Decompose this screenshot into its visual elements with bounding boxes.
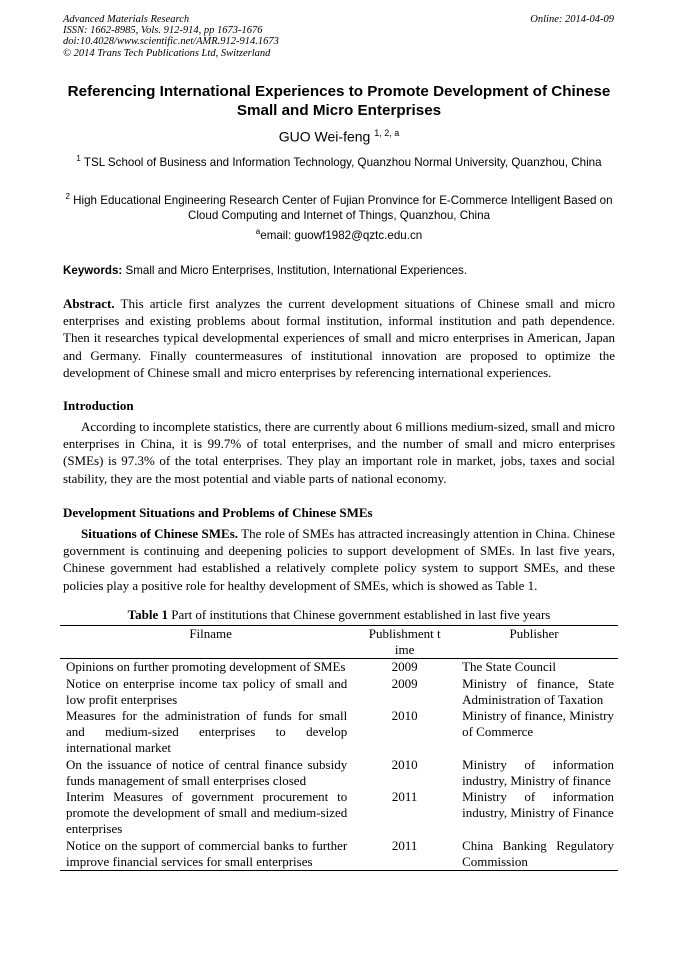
filename-cell: On the issuance of notice of central finance subsidy funds management of small enterprises closed: [66, 756, 348, 788]
table-header-row: [60, 626, 618, 659]
publisher-cell: Ministry of finance, Ministry of Commerce: [462, 708, 614, 740]
paper-title: Referencing International Experiences to Promote Development of Chinese Small and Micro Enterprises: [67, 83, 611, 119]
email-mark: a: [255, 227, 261, 236]
publisher-cell: China Banking Regulatory Commission: [462, 837, 614, 869]
introduction-heading: Introduction: [63, 398, 134, 413]
table-row: [60, 789, 618, 838]
filename-cell: Measures for the administration of funds for small and medium-sized enterprises to develop international market: [66, 708, 348, 756]
institutions-table: [60, 625, 618, 871]
keywords-label: Keywords:: [63, 264, 123, 277]
journal-name: Advanced Materials Research: [63, 14, 190, 25]
filename-cell: Opinions on further promoting development of SMEs: [66, 659, 346, 675]
filename-cell: Notice on the support of commercial banks to further improve financial services for small enterprises: [66, 837, 348, 869]
table-row: [60, 838, 618, 871]
column-header-publisher: Publisher: [509, 626, 559, 641]
table-caption: [63, 607, 615, 623]
table-caption-text: Part of institutions that Chinese government established in last five years: [171, 607, 551, 622]
introduction-text: According to incomplete statistics, there are currently about 6 millions medium-sized, small and micro enterprises in China, it is 99.7% of total enterprises, and the number of small and micro enterprises (SMEs) is 97.3% of the total enterprises. They play an important role in market, jobs, taxes and social stability, they are the most potential and viable parts of national economy.: [63, 419, 615, 486]
author-line: [63, 128, 615, 145]
copyright-line: © 2014 Trans Tech Publications Ltd, Switzerland: [63, 47, 271, 59]
affiliation-text: High Educational Engineering Research Center of Fujian Pronvince for E-Commerce Intelligent Based on Cloud Computing and Internet of Things, Quanzhou, China: [73, 194, 613, 222]
publication-info: [63, 14, 279, 59]
doi-line: doi:10.4028/www.scientific.net/AMR.912-914.1673: [63, 36, 279, 48]
issn-line: ISSN: 1662-8985, Vols. 912-914, pp 1673-1676: [63, 25, 263, 37]
affiliation-1: [63, 155, 615, 170]
table-row: [60, 708, 618, 757]
table-row: [60, 676, 618, 708]
publisher-cell: Ministry of information industry, Ministry of Finance: [462, 789, 614, 821]
keywords: [63, 264, 615, 277]
online-date: Online: 2014-04-09: [530, 14, 614, 25]
author-name: GUO Wei-feng: [278, 128, 371, 145]
table-row: [60, 757, 618, 789]
table-caption-label: Table 1: [127, 607, 168, 622]
section-text: The role of SMEs has attracted increasingly attention in China. Chinese government is continuing and deepening policies to support development of SMEs. In last five years, Chinese government had established a relatively complete policy system to support SMEs, and these policies play a positive role for healthy development of SMEs, which is showed as Table 1.: [63, 526, 615, 593]
affiliation-text: TSL School of Business and Information Technology, Quanzhou Normal University, Quanzhou, China: [83, 156, 602, 169]
time-cell: 2011: [391, 837, 418, 853]
affiliation-mark: 2: [65, 192, 70, 201]
abstract-label: Abstract.: [63, 296, 115, 311]
affiliation-mark: 1: [76, 154, 81, 163]
author-marks: 1, 2, a: [374, 128, 400, 138]
column-header-filename: Filname: [189, 626, 232, 641]
affiliation-2: [63, 193, 615, 223]
abstract: [63, 295, 615, 381]
abstract-text: This article first analyzes the current development situations of Chinese small and micro enterprises and existing problems about formal institution, informal institution and path dependence. Then it researches typical developmental experiences of small and micro enterprises in American, Japan and Germany. Finally countermeasures of institutional innovation are proposed to optimize the development of Chinese small and micro enterprises by referencing international experiences.: [63, 296, 616, 380]
table-row: [60, 659, 618, 676]
publisher-cell: The State Council: [462, 659, 556, 675]
keywords-text: Small and Micro Enterprises, Institution, International Experiences.: [125, 264, 468, 277]
section-heading: Development Situations and Problems of Chinese SMEs: [63, 505, 373, 520]
email-text: email: guowf1982@qztc.edu.cn: [260, 229, 423, 242]
time-cell: 2011: [391, 789, 418, 805]
filename-cell: Notice on enterprise income tax policy of small and low profit enterprises: [66, 675, 348, 707]
time-cell: 2009: [391, 659, 418, 675]
time-cell: 2009: [391, 675, 418, 691]
author-email: [63, 229, 615, 242]
section-paragraph: [63, 525, 615, 594]
subsection-heading: Situations of Chinese SMEs.: [81, 526, 239, 541]
column-header-time-text: Publishment time: [368, 626, 441, 658]
column-header-time: [355, 626, 454, 659]
publisher-cell: Ministry of finance, State Administration of Taxation: [462, 675, 614, 707]
time-cell: 2010: [391, 756, 418, 772]
time-cell: 2010: [391, 708, 418, 724]
publisher-cell: Ministry of information industry, Ministry of finance: [462, 756, 614, 788]
filename-cell: Interim Measures of government procurement to promote the development of small and medium-sized enterprises: [66, 789, 348, 837]
